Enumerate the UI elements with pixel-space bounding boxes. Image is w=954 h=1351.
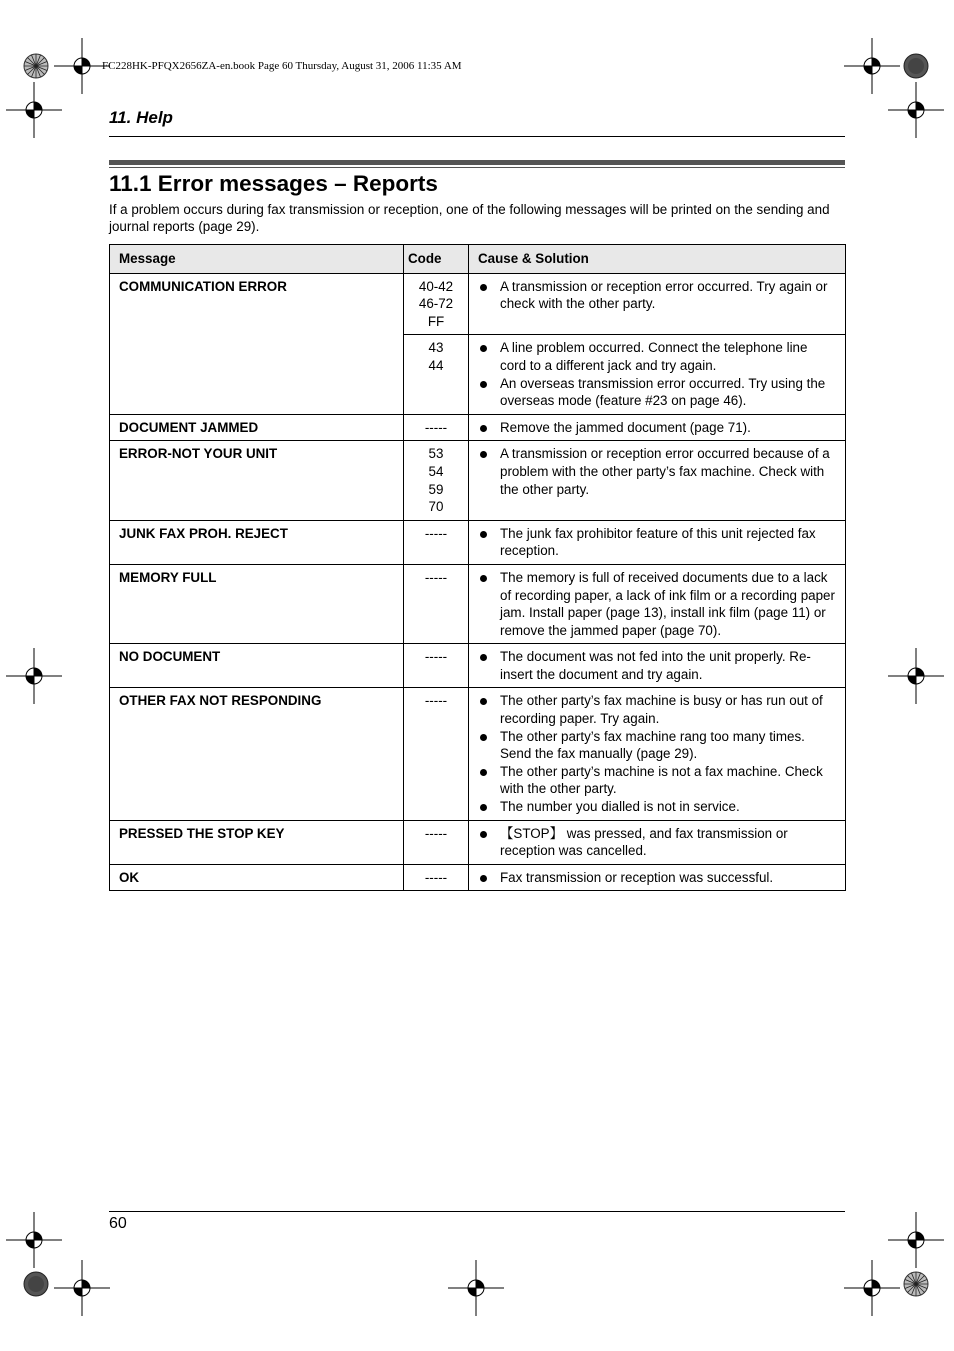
message-cell: OK bbox=[110, 864, 404, 891]
error-code: 46-72 bbox=[418, 296, 454, 312]
header-rule bbox=[109, 136, 845, 137]
message-cell: DOCUMENT JAMMED bbox=[110, 414, 404, 441]
solution-item: The junk fax prohibitor feature of this unit rejected fax reception. bbox=[478, 525, 837, 560]
solution-item: The other party’s fax machine rang too many times. Send the fax manually (page 29). bbox=[478, 728, 837, 763]
code-cell bbox=[404, 414, 469, 441]
solution-list bbox=[478, 339, 837, 409]
solution-item: The document was not fed into the unit properly. Re-insert the document and try again. bbox=[478, 648, 837, 683]
solution-list bbox=[478, 692, 837, 815]
error-code: ----- bbox=[424, 419, 448, 435]
solution-list bbox=[478, 278, 837, 313]
code-cell bbox=[404, 273, 469, 335]
table-header-row bbox=[110, 245, 846, 274]
message-cell: MEMORY FULL bbox=[110, 564, 404, 643]
error-code: FF bbox=[427, 313, 445, 329]
section-label: 11. Help bbox=[109, 108, 173, 127]
solution-cell bbox=[469, 335, 846, 414]
message-cell: ERROR-NOT YOUR UNIT bbox=[110, 441, 404, 520]
footer-rule bbox=[109, 1211, 845, 1212]
intro-paragraph: If a problem occurs during fax transmission or reception, one of the following messages will be printed on the sending and journal reports (page 29). bbox=[109, 202, 830, 234]
solution-cell bbox=[469, 820, 846, 864]
header-solution: Cause & Solution bbox=[469, 245, 846, 274]
solution-item: A line problem occurred. Connect the telephone line cord to a different jack and try again. bbox=[478, 339, 837, 374]
print-header: FC228HK-PFQX2656ZA-en.book Page 60 Thursday, August 31, 2006 11:35 AM bbox=[102, 60, 462, 72]
error-code: ----- bbox=[424, 693, 448, 709]
error-messages-table bbox=[109, 244, 846, 891]
solution-list bbox=[478, 825, 837, 860]
message-cell: NO DOCUMENT bbox=[110, 644, 404, 688]
page-title: 11.1 Error messages – Reports bbox=[109, 171, 438, 196]
error-code: 53 bbox=[428, 446, 444, 462]
solution-cell bbox=[469, 520, 846, 564]
table-row bbox=[110, 414, 846, 441]
table-row bbox=[110, 644, 846, 688]
error-code: 70 bbox=[428, 499, 444, 515]
error-code: 40-42 bbox=[418, 278, 454, 294]
code-cell bbox=[404, 441, 469, 520]
table-row bbox=[110, 564, 846, 643]
solution-item: The other party’s machine is not a fax machine. Check with the other party. bbox=[478, 763, 837, 798]
table-row bbox=[110, 441, 846, 520]
error-code: ----- bbox=[424, 525, 448, 541]
solution-cell bbox=[469, 414, 846, 441]
solution-item: An overseas transmission error occurred. Try using the overseas mode (feature #23 on page 46). bbox=[478, 375, 837, 410]
error-code: ----- bbox=[424, 649, 448, 665]
table-row bbox=[110, 820, 846, 864]
error-code: 59 bbox=[428, 481, 444, 497]
solution-cell bbox=[469, 273, 846, 335]
header-code: Code bbox=[404, 245, 469, 274]
solution-item: A transmission or reception error occurred. Try again or check with the other party. bbox=[478, 278, 837, 313]
code-cell bbox=[404, 820, 469, 864]
solution-cell bbox=[469, 864, 846, 891]
code-cell bbox=[404, 688, 469, 820]
title-bar-underline bbox=[109, 167, 845, 168]
error-code: 43 bbox=[428, 340, 444, 356]
page-number: 60 bbox=[109, 1215, 127, 1232]
title-bar bbox=[109, 160, 845, 165]
message-cell: PRESSED THE STOP KEY bbox=[110, 820, 404, 864]
solution-item: Fax transmission or reception was successful. bbox=[478, 869, 837, 887]
solution-cell bbox=[469, 441, 846, 520]
error-code: ----- bbox=[424, 825, 448, 841]
solution-list bbox=[478, 648, 837, 683]
solution-item: The number you dialled is not in service. bbox=[478, 798, 837, 816]
code-cell bbox=[404, 864, 469, 891]
code-cell bbox=[404, 520, 469, 564]
solution-list bbox=[478, 569, 837, 639]
message-cell: JUNK FAX PROH. REJECT bbox=[110, 520, 404, 564]
solution-list bbox=[478, 419, 837, 437]
solution-item: The memory is full of received documents due to a lack of recording paper, a lack of ink film or a recording paper jam. Install paper (page 13), install ink film (page 11) or remove the jammed paper (page 70). bbox=[478, 569, 837, 639]
code-cell bbox=[404, 564, 469, 643]
solution-list bbox=[478, 445, 837, 498]
table-row bbox=[110, 864, 846, 891]
table-body bbox=[110, 273, 846, 891]
solution-list bbox=[478, 869, 837, 887]
solution-item: The other party’s fax machine is busy or has run out of recording paper. Try again. bbox=[478, 692, 837, 727]
message-cell: COMMUNICATION ERROR bbox=[110, 273, 404, 414]
code-cell bbox=[404, 644, 469, 688]
error-code: 54 bbox=[428, 463, 444, 479]
solution-cell bbox=[469, 564, 846, 643]
solution-cell bbox=[469, 688, 846, 820]
code-cell bbox=[404, 335, 469, 414]
solution-list bbox=[478, 525, 837, 560]
error-code: ----- bbox=[424, 569, 448, 585]
solution-cell bbox=[469, 644, 846, 688]
header-message: Message bbox=[110, 245, 404, 274]
error-code: ----- bbox=[424, 869, 448, 885]
table-row bbox=[110, 520, 846, 564]
solution-item: Remove the jammed document (page 71). bbox=[478, 419, 837, 437]
table-row bbox=[110, 688, 846, 820]
solution-item: 【STOP】 was pressed, and fax transmission or reception was cancelled. bbox=[478, 825, 837, 860]
message-cell: OTHER FAX NOT RESPONDING bbox=[110, 688, 404, 820]
table-row bbox=[110, 273, 846, 335]
solution-item: A transmission or reception error occurred because of a problem with the other party’s fax machine. Check with the other party. bbox=[478, 445, 837, 498]
error-code: 44 bbox=[428, 357, 444, 373]
